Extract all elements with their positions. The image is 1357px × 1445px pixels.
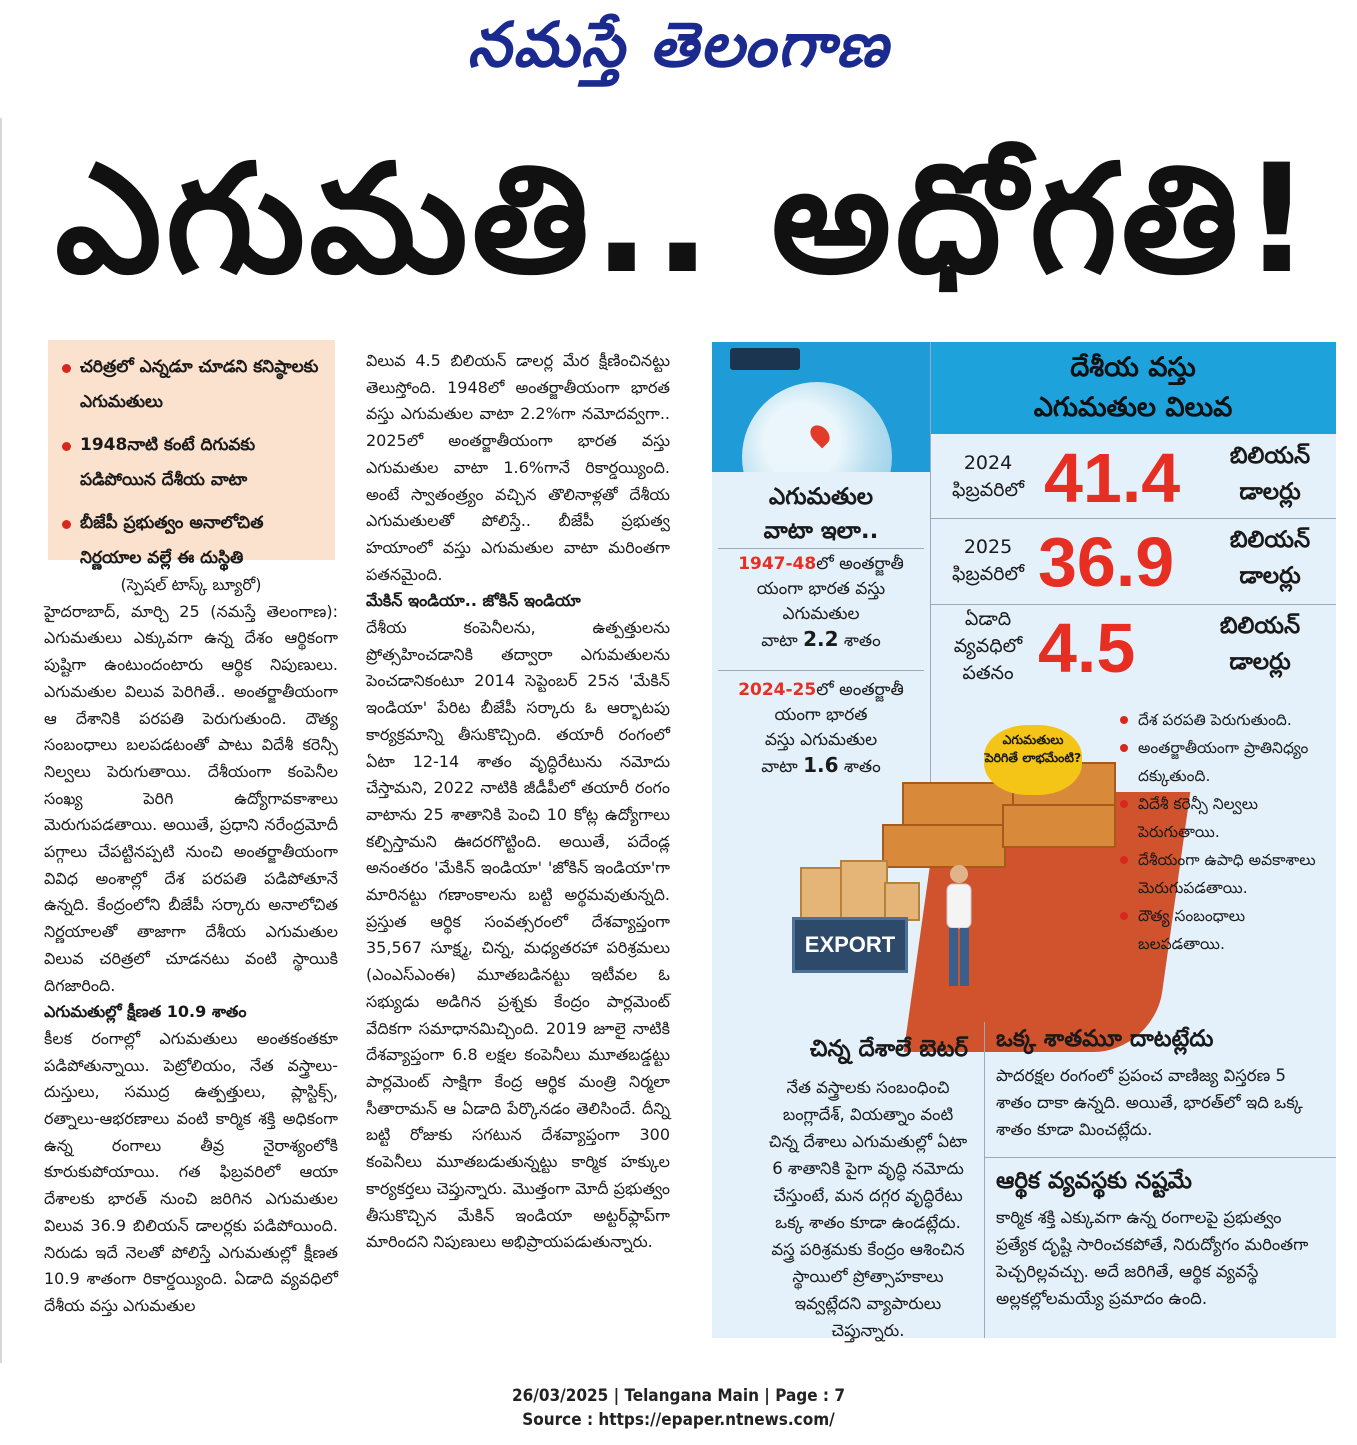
share-block-2024: 2024-25లో అంతర్జాతీ యంగా భారత వస్తు ఎగుమతుల వాటా 1.6 శాతం <box>738 680 904 777</box>
bullet-icon <box>62 364 71 373</box>
economy-loss-section: ఆర్థిక వ్యవస్థకు నష్టమే కార్మిక శక్తి ఎక్కువగా ఉన్న రంగాలపై ప్రభుత్వం ప్రత్యేక దృష్టి సారించకపోతే, నిరుద్యోగం మరింతగా పెచ్చరిల్లవచ్చు. అదే జరిగితే, ఆర్థిక వ్యవస్థే అల్లకల్లోలమయ్యే ప్రమాదం ఉంది. <box>996 1168 1309 1308</box>
article-column-1 <box>44 572 338 1320</box>
benefit-item: విదేశీ కరెన్సీ నిల్వలు పెరుగుతాయి. <box>1112 790 1336 846</box>
infographic-title: దేశీయ వస్తు ఎగుమతుల విలువ <box>930 342 1336 434</box>
footer-date-line: 26/03/2025 | Telangana Main | Page : 7 <box>511 1386 846 1406</box>
crate <box>840 860 888 921</box>
subheading: ఎగుమతుల్లో క్షీణత 10.9 శాతం <box>44 1002 247 1022</box>
bullet-icon <box>62 442 71 451</box>
headline: ఎగుమతి.. అధోగతి! <box>55 133 1315 307</box>
bullet-icon <box>62 520 71 529</box>
worker-icon <box>937 862 977 992</box>
infographic <box>712 342 1336 1338</box>
benefit-item: దేశ పరపతి పెరుగుతుంది. <box>1112 706 1336 734</box>
stat-row: ఏడాది వ్యవధిలో పతనం 4.5 బిలియన్ డాలర్లు <box>953 608 1301 687</box>
stat-value: 4.5 <box>1038 609 1136 687</box>
container <box>902 782 1016 826</box>
stat-row: 2025 ఫిబ్రవరిలో 36.9 బిలియన్ డాలర్లు <box>930 518 1336 605</box>
paragraph: కీలక రంగాల్లో ఎగుమతులు అంతకంతకూ పడిపోతున్నాయి. పెట్రోలియం, నేత వస్త్రాలు-దుస్తులు, సముద్ర ఉత్పత్తులు, ప్లాస్టిక్స్, రత్నాలు-ఆభరణాలు వంటి కార్మిక శక్తి అధికంగా ఉన్న రంగాలు తీవ్ర నైరాశ్యంలోకి కూరుకుపోయాయి. గత ఫిబ్రవరిలో ఆయా దేశాలకు భారత్ నుంచి జరిగిన ఎగుమతుల విలువ 36.9 బిలియన్ డాలర్లకు పడిపోయింది. నిరుడు ఇదే నెలతో పోలిస్తే ఎగుమతుల్లో క్షీణత 10.9 శాతంగా రికార్డయ్యింది. ఏడాది వ్యవధిలో దేశీయ వస్తు ఎగుమతుల <box>44 1028 338 1315</box>
benefit-item: దౌత్య సంబంధాలు బలపడతాయి. <box>1112 902 1336 958</box>
highlight-item: 1948నాటి కంటే దిగువకు పడిపోయిన దేశీయ వాటా <box>48 424 335 502</box>
highlights-box <box>48 340 335 568</box>
share-block-1947: 1947-48లో అంతర్జాతీ యంగా భారత వస్తు ఎగుమతుల వాటా 2.2 శాతం <box>738 554 904 651</box>
footer <box>0 1384 1357 1432</box>
stat-value: 36.9 <box>1038 523 1175 601</box>
highlight-item: బీజేపీ ప్రభుత్వం అనాలోచిత నిర్ణయాల వల్లే ఈ దుస్థితి <box>48 502 335 580</box>
bullet-icon <box>1120 800 1128 808</box>
masthead-logo: నమస్తే తెలంగాణ <box>467 8 890 81</box>
ship-icon <box>730 348 800 370</box>
stat-value: 41.4 <box>1044 439 1181 517</box>
subheading: మేకిన్ ఇండియా.. జోకిన్ ఇండియా <box>366 591 581 611</box>
container <box>1002 804 1116 848</box>
bullet-icon <box>1120 716 1128 724</box>
bullet-icon <box>1120 856 1128 864</box>
divider <box>984 1022 985 1338</box>
crate <box>800 867 844 921</box>
paragraph: విలువ 4.5 బిలియన్ డాలర్ల మేర క్షీణించినట్టు తెలుస్తోంది. 1948లో అంతర్జాతీయంగా భారత వస్తు ఎగుమతుల వాటా 2.2%గా నమోదవ్వగా.. 2025లో అంతర్జాతీయంగా భారత వస్తు ఎగుమతుల వాటా 1.6%గానే రికార్డయ్యింది. అంటే స్వాతంత్ర్యం వచ్చిన తొలినాళ్లతో దేశీయ ఎగుమతులతో పోలిస్తే.. బీజేపీ ప్రభుత్వ హయాంలో వస్తు ఎగుమతుల వాటా మరింతగా పతనమైంది. <box>366 351 670 584</box>
footer-source-link[interactable]: Source : https://epaper.ntnews.com/ <box>522 1410 835 1430</box>
question-bubble: ఎగుమతులు పెరిగితే లాభమేంటి? <box>984 725 1082 795</box>
small-countries-section: చిన్న దేశాలే బెటర్ నేత వస్త్రాలకు సంబంధించి బంగ్లాదేశ్, వియత్నాం వంటి చిన్న దేశాలు ఎగుమతుల్లో ఏటా 6 శాతానికి పైగా వృద్ధి నమోదు చేస్తుంటే, మన దగ్గర వృద్ధిరేటు ఒక్క శాతం కూడా ఉండట్లేదు. వస్త్ర పరిశ్రమకు కేంద్రం ఆశించిన స్థాయిలో ప్రోత్సాహకాలు ఇవ్వట్లేదని వ్యాపారులు చెప్తున్నారు. <box>768 1036 968 1340</box>
one-percent-section: ఒక్క శాతమూ దాటట్లేదు పాదరక్షల రంగంలో ప్రపంచ వాణిజ్య విస్తరణ 5 శాతం దాకా ఉన్నది. అయితే, భారత్‌లో ఇది ఒక్క శాతం కూడా మించట్లేదు. <box>996 1026 1303 1139</box>
stat-row: 2024 ఫిబ్రవరిలో 41.4 బిలియన్ డాలర్లు <box>930 434 1336 519</box>
paragraph: హైదరాబాద్, మార్చి 25 (నమస్తే తెలంగాణ): ఎగుమతులు ఎక్కువగా ఉన్న దేశం ఆర్థికంగా పుష్టిగా ఉంటుందంటారు ఆర్థిక నిపుణులు. ఎగుమతుల విలువ పెరిగితే.. అంతర్జాతీయంగా ఆ దేశానికి పరపతి పెరుగుతుంది. దౌత్య సంబంధాలు బలపడటంతో పాటు విదేశీ కరెన్సీ నిల్వలు పెరుగుతాయి. దేశీయంగా కంపెనీల సంఖ్య పెరిగి ఉద్యోగావకాశాలు మెరుగుపడతాయి. అయితే, ప్రధాని నరేంద్రమోదీ పగ్గాలు చేపట్టినప్పటి నుంచి అంతర్జాతీయంగా వివిధ అంశాల్లో దేశ పరపతి పడిపోతూనే ఉన్నది. కేంద్రంలోని బీజేపీ సర్కారు అనాలోచిత నిర్ణయాలతో తాజాగా దేశీయ ఎగుమతుల విలువ చరిత్రలో చూడనటు వంటి స్థాయికి దిగజారింది. <box>44 601 338 995</box>
highlight-item: చరిత్రలో ఎన్నడూ చూడని కనిష్ఠాలకు ఎగుమతులు <box>48 346 335 424</box>
byline: (స్పెషల్ టాస్క్ బ్యూరో) <box>120 575 262 594</box>
benefit-item: దేశీయంగా ఉపాధి అవకాశాలు మెరుగుపడతాయి. <box>1112 846 1336 902</box>
export-box: EXPORT <box>792 917 908 973</box>
paragraph: దేశీయ కంపెనీలను, ఉత్పత్తులను ప్రోత్సహించడానికి తద్వారా ఎగుమతులను పెంచడానికంటూ 2014 సెప్టెంబర్ 25న 'మేకిన్ ఇండియా' పేరిట బీజేపీ సర్కారు ఓ ఆర్భాటపు కార్యక్రమాన్ని తీసుకొచ్చింది. తయారీ రంగంలో ఏటా 12-14 శాతం వృద్ధిరేటును నమోదు చేస్తామని, 2022 నాటికి జీడీపీలో తయారీ రంగం వాటాను 25 శాతానికి పెంచి 10 కోట్ల ఉద్యోగాలు కల్పిస్తామని ఊదరగొట్టింది. అయితే, పదేండ్ల అనంతరం 'మేకిన్ ఇండియా' 'జోకిన్ ఇండియా'గా మారినట్టు గణాంకాలను బట్టి అర్థమవుతున్నది. ప్రస్తుత ఆర్థిక సంవత్సరంలో దేశవ్యాప్తంగా 35,567 సూక్ష్మ, చిన్న, మధ్యతరహా పరిశ్రమలు (ఎంఎస్ఎంఈ) మూతబడినట్టు ఇటీవల ఓ సభ్యుడు అడిగిన ప్రశ్నకు కేంద్రం పార్లమెంట్ వేదికగా సమాధానమిచ్చింది. 2019 జూలై నాటికి దేశవ్యాప్తంగా 6.8 లక్షల కంపెనీలు మూతబడ్డట్టు పార్లమెంట్ సాక్షిగా కేంద్ర ఆర్థిక మంత్రి నిర్మలా సీతారామన్ ఆ ఏడాది పేర్కొనడం తెలిసిందే. దీన్ని బట్టి రోజుకు సగటున దేశవ్యాప్తంగా 300 కంపెనీలు మూతబడుతున్నట్టు కార్మిక హక్కుల కార్యకర్తలు చెప్తున్నారు. మొత్తంగా మోదీ ప్రభుత్వం తీసుకొచ్చిన మేకిన్ ఇండియా అట్టర్‌ఫ్లాప్‌గా మారిందని నిపుణులు అభిప్రాయపడుతున్నారు. <box>366 618 670 1252</box>
divider <box>718 548 924 549</box>
share-title: ఎగుమతుల వాటా ఇలా.. <box>763 484 879 544</box>
globe-illustration <box>712 342 930 472</box>
benefit-item: అంతర్జాతీయంగా ప్రాతినిధ్యం దక్కుతుంది. <box>1112 734 1336 790</box>
divider <box>718 670 924 671</box>
article-column-2 <box>366 348 670 1256</box>
page-edge-line <box>0 118 2 1363</box>
bullet-icon <box>1120 744 1128 752</box>
bullet-icon <box>1120 912 1128 920</box>
crate <box>884 882 920 921</box>
benefits-list <box>1112 706 1336 958</box>
divider <box>984 1157 1336 1158</box>
